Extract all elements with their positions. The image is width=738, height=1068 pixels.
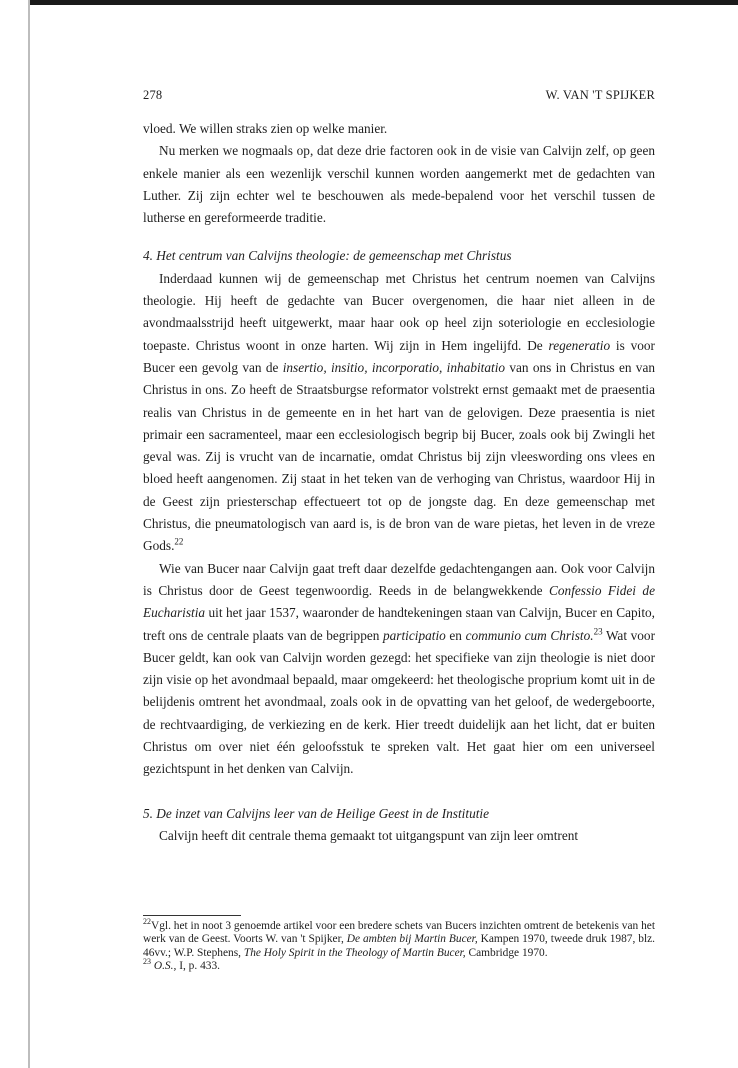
- section-spacer: [143, 781, 655, 803]
- section-heading-4: 4. Het centrum van Calvijns theologie: de gemeenschap met Christus: [143, 248, 512, 264]
- scan-edge-left: [28, 0, 30, 1068]
- paragraph: Calvijn heeft dit centrale thema gemaakt tot uitgangspunt van zijn leer omtrent: [159, 827, 579, 843]
- paragraph: Wie van Bucer naar Calvijn gaat treft daar dezelfde gedachtengangen aan. Ook voor Calvijn is Christus door de Geest tegenwoordig. Reeds in de belangwekkende Confessio Fidei de Eucharistia uit het jaar 1537, waaronder de handtekeningen staan van Calvijn, Bucer en Capito, treft ons de centrale plaats van de begrippen participatio en communio cum Christo.$^{23}$ Wat voor Bucer geldt, kan ook van Calvijn worden gezegd: het specifieke van zijn theologie is niet door zijn visie op het avondmaal bepaald, maar omgekeerd: het theologische proprium komt uit in de belijdenis omtrent het avondmaal, zoals ook in de opvatting van het geloof, de wedergeboorte, de rechtvaardiging, de verkiezing en de kerk. Hier treedt duidelijk aan het licht, dat er buiten Christus om over niet één geloofsstuk te spreken valt. Het gaat hier om een universeel gezichtspunt in het denken van Calvijn.: [143, 560, 655, 777]
- footnote-ref-22: 22: [174, 536, 184, 547]
- latin-term: communio cum Christo.: [465, 627, 594, 643]
- paragraph: Inderdaad kunnen wij de gemeenschap met Christus het centrum noemen van Calvijns theologie. Hij heeft de gedachte van Bucer overgenomen, die haar niet alleen in de avondmaalsstrijd heeft uitgewerkt, maar haar ook op heel zijn soteriologie en ecclesiologie toepaste. Christus woont in onze harten. Wij zijn in Hem ingelijfd. De regeneratio is voor Bucer een gevolg van de insertio, insitio, incorporatio, inhabitatio van ons in Christus en van Christus in ons. Zo heeft de Straatsburgse reformator volstrekt ernst gemaakt met de praesentia realis van Christus in de gemeente en in het hart van de gelovigen. Deze praesentia is niet primair een sacramenteel, maar een ecclesiologisch begrip bij Bucer, zoals ook bij Zwingli het geval was. Zij is vrucht van de incarnatie, omdat Christus bij zijn vleeswording ons vlees en bloed heeft aangenomen. Zij staat in het teken van de verhoging van Christus, waardoor Hij in de Geest zijn priesterschap effectueert tot op de jongste dag. En deze gemeenschap met Christus, die pneumatologisch van aard is, is de bron van de ware pietas, het leven in de vreze Gods.$^{22}$: [143, 270, 656, 554]
- page-number: 278: [143, 88, 163, 102]
- section-heading-5: 5. De inzet van Calvijns leer van de Heilige Geest in de Institutie: [143, 805, 490, 821]
- latin-term: regeneratio: [548, 337, 611, 353]
- running-head-author: W. VAN 'T SPIJKER: [545, 88, 655, 102]
- paragraph-continuation: vloed. We willen straks zien op welke manier.: [143, 121, 388, 136]
- footnote-rule: [143, 915, 241, 916]
- work-title: Confessio Fidei de Eucharistia: [143, 582, 655, 621]
- latin-term: participatio: [383, 627, 446, 643]
- section-spacer: [143, 229, 655, 245]
- footnotes: [143, 915, 655, 974]
- latin-terms: insertio, insitio, incorporatio, inhabitatio: [282, 359, 506, 375]
- footnote-23: $^{23}$ O.S., I, p. 433.: [143, 957, 221, 973]
- main-text: [143, 118, 655, 847]
- scan-edge-top: [28, 0, 738, 5]
- paragraph: Nu merken we nogmaals op, dat deze drie factoren ook in de visie van Calvijn zelf, op geen enkele manier als een wezenlijk verschil kunnen worden aangemerkt met de gedachten van Luther. Zij zijn echter wel te beschouwen als mede-bepalend voor het verschil tussen de lutherse en gereformeerde traditie.: [143, 143, 655, 226]
- footnote-ref-23: 23: [593, 626, 603, 637]
- footnote-22: $^{22}$Vgl. het in noot 3 genoemde artikel voor een bredere schets van Bucers inzichten omtrent de betekenis van het werk van de Geest. Voorts W. van 't Spijker, De ambten bij Martin Bucer, Kampen 1970, tweede druk 1987, blz. 46vv.; W.P. Stephens, The Holy Spirit in the Theology of Martin Bucer, Cambridge 1970.: [143, 917, 656, 959]
